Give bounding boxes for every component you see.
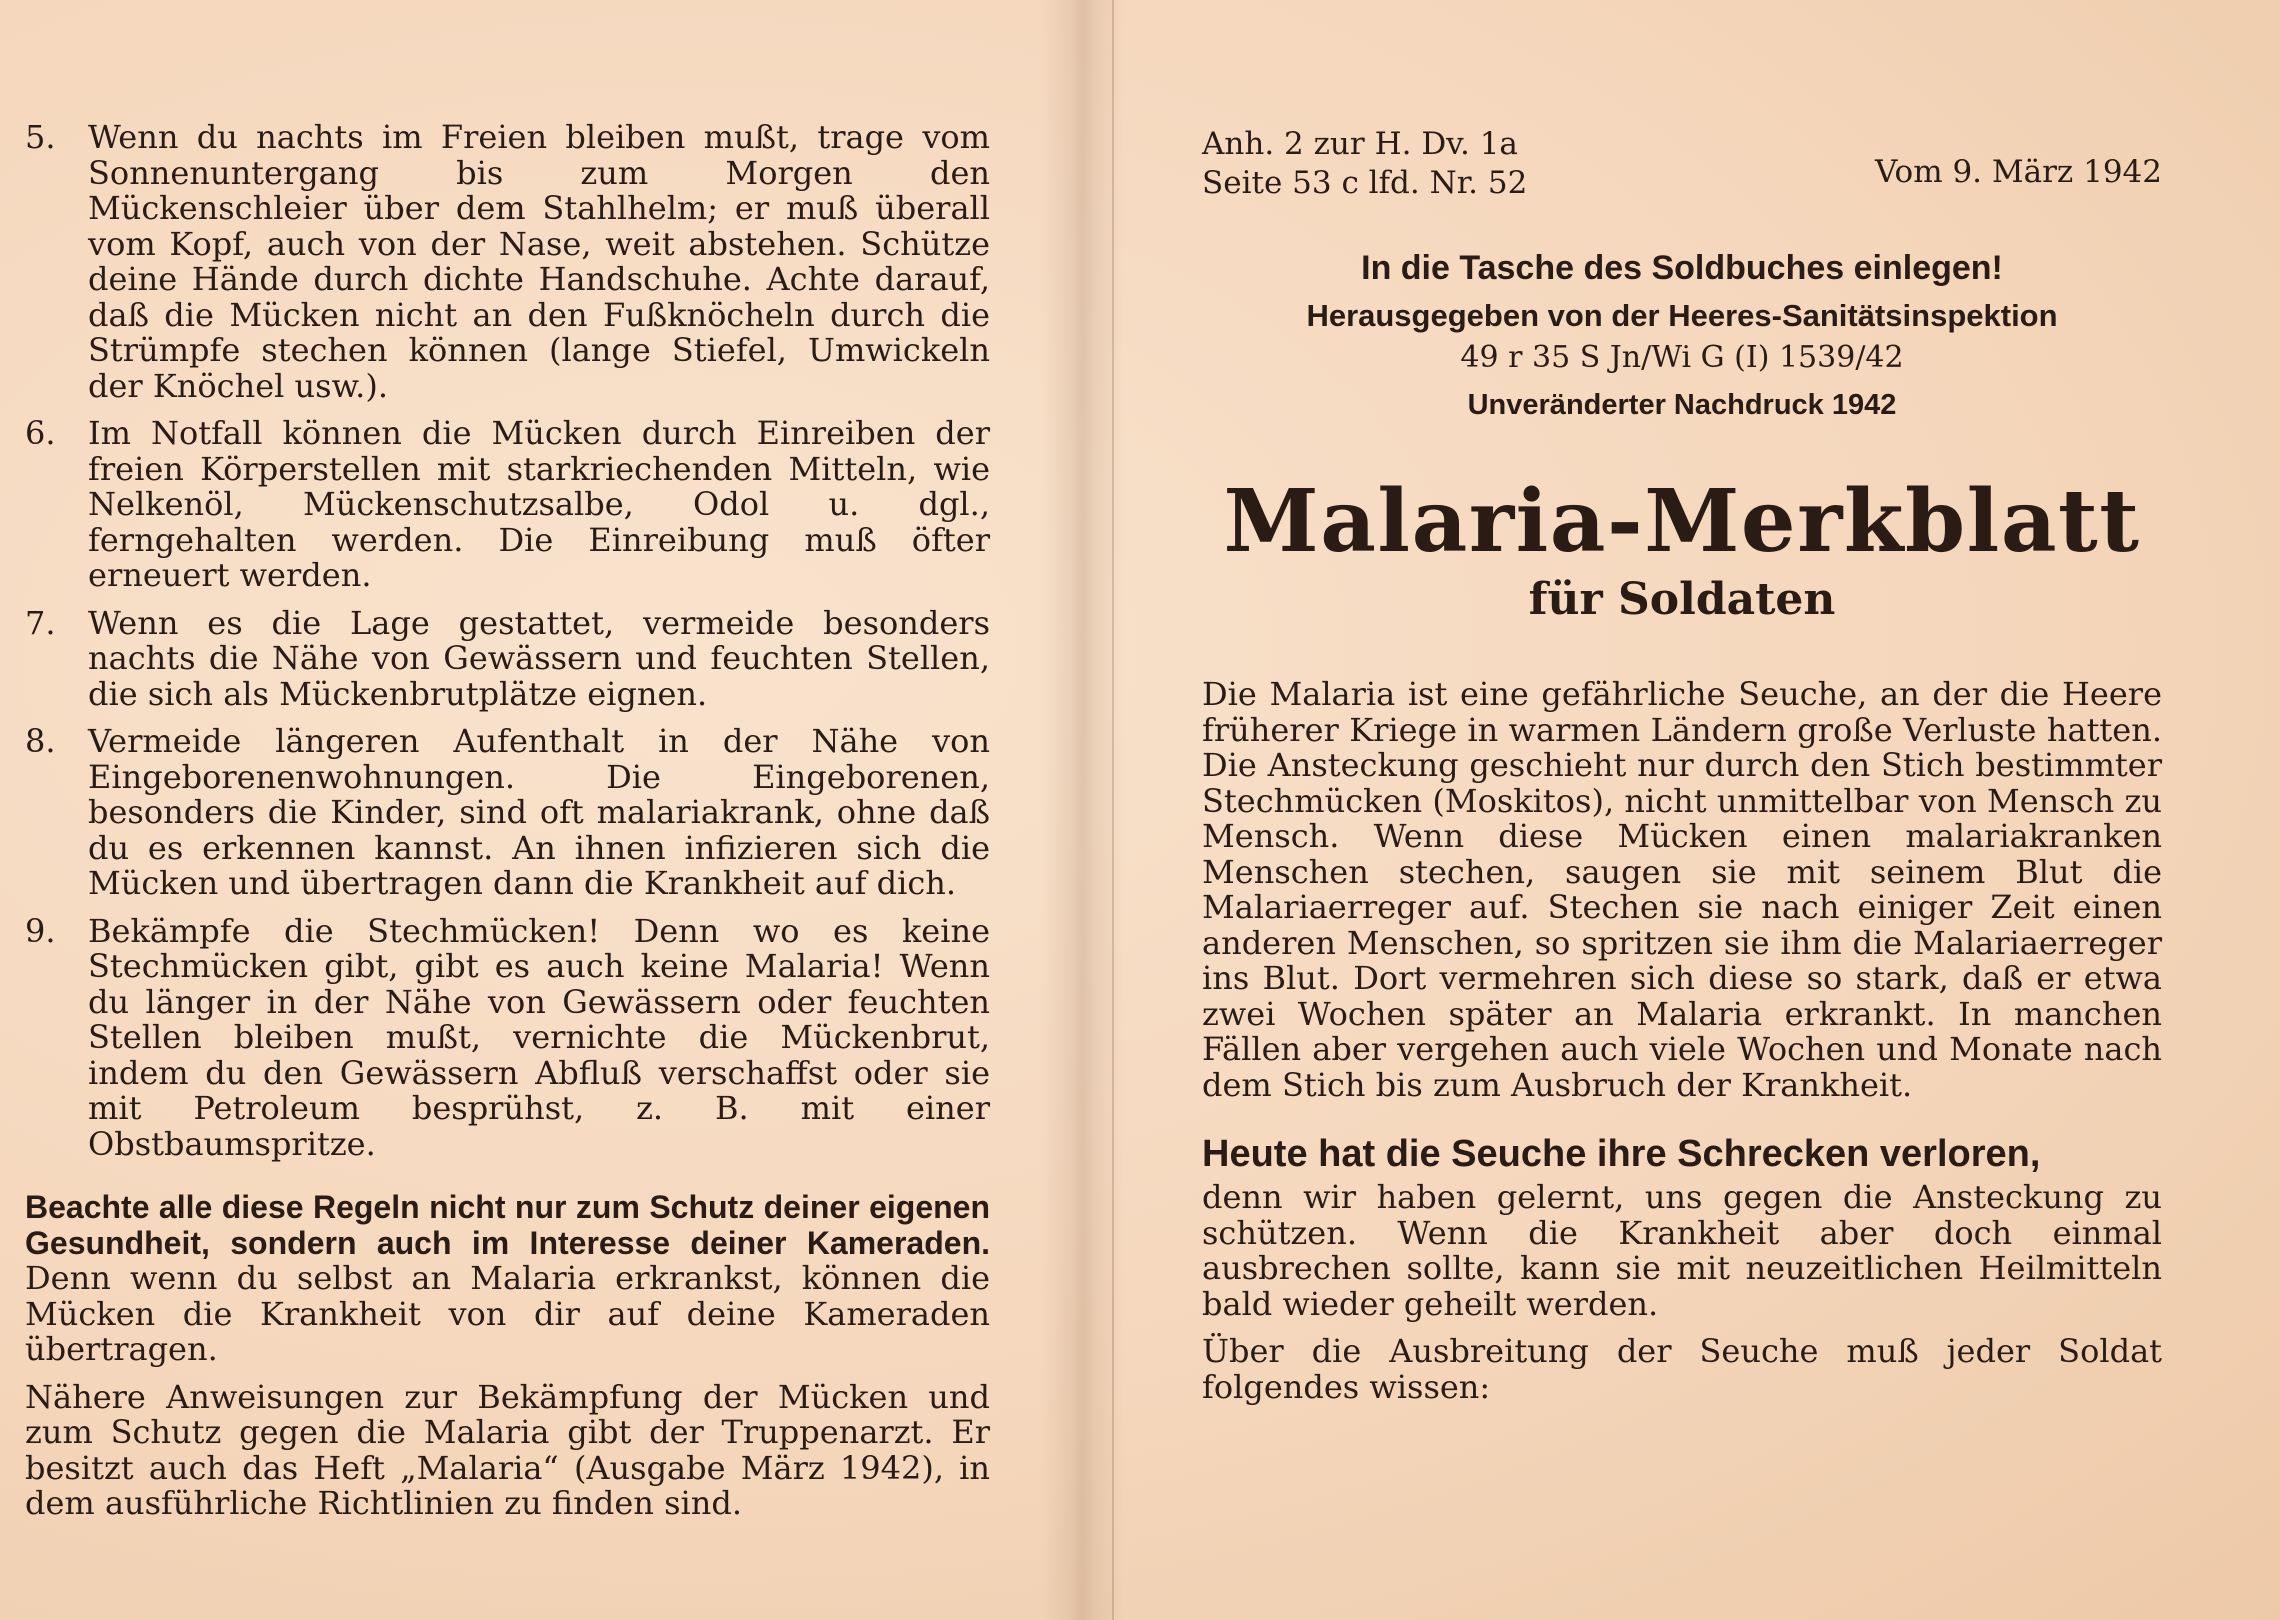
page-subtitle: für Soldaten xyxy=(1528,574,1836,625)
reprint-line: Unveränderter Nachdruck 1942 xyxy=(1467,389,1897,421)
final-paragraph: Nähere Anweisungen zur Bekämpfung der Mücken und zum Schutz gegen die Malaria gibt der Truppenarzt. Er besitzt auch das Heft „Malaria“ (Ausgabe März 1942), in dem ausführliche Richtlinien zu finden sind. xyxy=(25,1377,990,1522)
issue-date: Vom 9. März 1942 xyxy=(1874,154,2162,190)
right-page xyxy=(1202,125,2162,1417)
file-reference: 49 r 35 S Jn/Wi G (I) 1539/42 xyxy=(1460,340,1904,375)
rule-number: 6. xyxy=(25,414,56,452)
rule-text: Vermeide längeren Aufenthalt in der Nähe von Eingeborenenwohnungen. Die Eingeborenen, besonders die Kinder, sind oft malariakrank, ohne daß du es erkennen kannst. An ihnen infizieren sich die Mücken und übertragen dann die Krankheit auf dich. xyxy=(88,722,990,902)
rule-number: 5. xyxy=(25,118,56,156)
closing-paragraph xyxy=(25,1190,990,1368)
closing-bold-text: Beachte alle diese Regeln nicht nur zum Schutz deiner eigenen Gesundheit, sondern auch im Interesse deiner Kameraden. xyxy=(25,1189,990,1261)
left-page xyxy=(25,120,990,1534)
fold-crease xyxy=(1112,0,1114,1620)
rule-number: 9. xyxy=(25,911,56,950)
publisher-line: Herausgegeben von der Heeres-Sanitätsinspektion xyxy=(1306,298,2058,333)
instruction-line: In die Tasche des Soldbuches einlegen! xyxy=(1361,249,2003,287)
rule-number: 8. xyxy=(25,722,56,760)
rule-text: Wenn du nachts im Freien bleiben mußt, trage vom Sonnenuntergang bis zum Morgen den Mückenschleier über dem Stahlhelm; er muß überall vom Kopf, auch von der Nase, weit abstehen. Schütze deine Hände durch dichte Handschuhe. Achte darauf, daß die Mücken nicht an den Fußknöcheln durch die Strümpfe stechen können (lange Stiefel, Umwickeln der Knöchel usw.). xyxy=(88,118,990,405)
rule-9 xyxy=(25,911,990,1163)
closing-text: Denn wenn du selbst an Malaria erkrankst, können die Mücken die Krankheit von dir auf deine Kameraden übertragen. xyxy=(25,1259,990,1368)
rule-text: Bekämpfe die Stechmücken! Denn wo es keine Stechmücken gibt, gibt es auch keine Malaria! Wenn du länger in der Nähe von Gewässern oder feuchten Stellen bleiben mußt, vernichte die Mückenbrut, indem du den Gewässern Abfluß verschaffst oder sie mit Petroleum besprühst, z. B. mit einer Obstbaumspritze. xyxy=(88,911,990,1163)
document-header xyxy=(1202,125,2162,205)
page-title: Malaria-Merkblatt xyxy=(1223,471,2141,572)
section-paragraph: denn wir haben gelernt, uns gegen die Ansteckung zu schützen. Wenn die Krankheit aber doch einmal ausbrechen sollte, kann sie mit neuzeitlichen Heilmitteln bald wieder geheilt werden. xyxy=(1202,1178,2162,1323)
reference-line-1: Anh. 2 zur H. Dv. 1a xyxy=(1202,126,1518,162)
rule-5 xyxy=(25,120,990,404)
rule-6 xyxy=(25,416,990,594)
reference-line-2: Seite 53 c lfd. Nr. 52 xyxy=(1202,165,1528,201)
intro-paragraph: Die Malaria ist eine gefährliche Seuche, an der die Heere früherer Kriege in warmen Ländern große Verluste hatten. Die Ansteckung geschieht nur durch den Stich bestimmter Stechmücken (Moskitos), nicht unmittelbar von Mensch zu Mensch. Wenn diese Mücken einen malariakranken Menschen stechen, saugen sie mit seinem Blut die Malariaerreger auf. Stechen sie nach einiger Zeit einen anderen Menschen, so spritzen sie ihm die Malariaerreger ins Blut. Dort vermehren sich diese so stark, daß er etwa zwei Wochen später an Malaria erkrankt. In manchen Fällen aber vergehen auch viele Wochen und Monate nach dem Stich bis zum Ausbruch der Krankheit. xyxy=(1202,675,2162,1104)
rule-number: 7. xyxy=(25,603,56,642)
rule-text: Im Notfall können die Mücken durch Einreiben der freien Körperstellen mit starkriechenden Mitteln, wie Nelkenöl, Mückenschutzsalbe, Odol u. dgl., ferngehalten werden. Die Einreibung muß öfter erneuert werden. xyxy=(88,414,990,594)
rule-text: Wenn es die Lage gestattet, vermeide besonders nachts die Nähe von Gewässern und feuchten Stellen, die sich als Mückenbrutplätze eignen. xyxy=(88,603,990,713)
final-paragraph-right: Über die Ausbreitung der Seuche muß jeder Soldat folgendes wissen: xyxy=(1202,1332,2162,1406)
rule-7 xyxy=(25,603,990,713)
regulation-reference xyxy=(1202,125,1527,203)
section-heading: Heute hat die Seuche ihre Schrecken verloren, xyxy=(1202,1133,2041,1175)
rule-8 xyxy=(25,724,990,902)
